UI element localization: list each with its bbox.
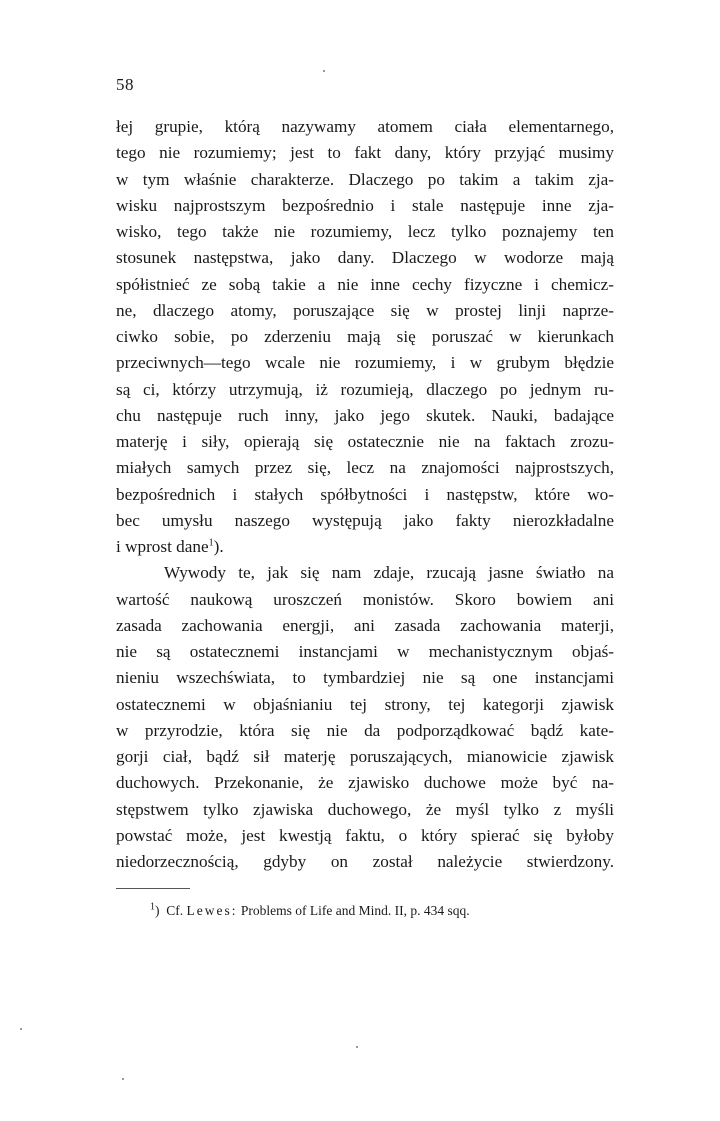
text-line: wisko, tego także nie rozumiemy, lecz tylko poznajemy ten [116, 222, 614, 241]
text-fragment: ). [213, 537, 224, 556]
text-line: chu następuje ruch inny, jako jego skutek. Nauki, badające [116, 405, 614, 425]
text-line: bec umysłu naszego występują jako fakty nierozkładalne [116, 510, 614, 530]
scan-speck [356, 1046, 358, 1048]
text-line: wisku najprostszym bezpośrednio i stale następuje inne zja- [116, 195, 614, 215]
text-line: w tym właśnie charakterze. Dlaczego po takim a takim zja- [116, 169, 614, 189]
footnote-text: Problems of Life and Mind. II, p. 434 sqq. [240, 903, 470, 918]
text-line: spółistnieć ze sobą takie a nie inne cechy fizyczne i chemicz- [116, 274, 614, 294]
text-line: wartość naukową uroszczeń monistów. Skoro bowiem ani [116, 589, 614, 609]
text-line-last [116, 534, 614, 560]
text-line: przeciwnych—tego wcale nie rozumiemy, i w grubym błędzie [116, 353, 614, 373]
text-line: łej grupie, którą nazywamy atomem ciała elementarnego, [116, 117, 614, 136]
footnote-reference[interactable]: 1 [208, 537, 214, 549]
text-line: Wywody te, jak się nam zdaje, rzucają jasne światło na [164, 563, 614, 583]
text-line: bezpośrednich i stałych spółbytności i następstw, które wo- [116, 484, 614, 504]
text-fragment: i wprost dane [116, 537, 209, 556]
text-line: zasada zachowania energji, ani zasada zachowania materji, [116, 615, 614, 635]
text-line: ostatecznemi w objaśnianiu tej strony, tej kategorji zjawisk [116, 694, 614, 714]
text-line: duchowych. Przekonanie, że zjawisko duchowe może być na- [116, 773, 614, 793]
body-text [116, 114, 614, 875]
text-line: ne, dlaczego atomy, poruszające się w prostej linji naprze- [116, 300, 614, 320]
text-line: w przyrodzie, która się nie da podporządkować bądź kate- [116, 720, 614, 740]
text-line: ciwko sobie, po zderzeniu mają się poruszać w kierunkach [116, 327, 614, 346]
footnote-author: Lewes: [186, 903, 238, 918]
text-line: miałych samych przez się, lecz na znajomości najprostszych, [116, 458, 614, 478]
text-line: tego nie rozumiemy; jest to fakt dany, który przyjąć musimy [116, 143, 614, 163]
text-line: niedorzecznością, gdyby on został należycie stwierdzony. [116, 852, 614, 871]
text-line: stępstwem tylko zjawiska duchowego, że myśl tylko z myśli [116, 799, 614, 819]
text-line: są ci, którzy utrzymują, iż rozumieją, dlaczego po jednym ru- [116, 379, 614, 399]
text-line: gorji ciał, bądź sił materję poruszających, mianowicie zjawisk [116, 747, 614, 766]
footnote-marker-close: ) [155, 903, 160, 918]
scan-speck [323, 70, 325, 72]
scan-speck [20, 1028, 22, 1030]
text-line: powstać może, jest kwestją faktu, o który spierać się byłoby [116, 825, 614, 845]
page-number: 58 [116, 75, 134, 94]
text-line: stosunek następstwa, jako dany. Dlaczego w wodorze mają [116, 248, 614, 268]
footnote-marker: 1 [150, 901, 155, 913]
text-line: nieniu wszechświata, to tymbardziej nie są one instancjami [116, 668, 614, 688]
scan-speck [122, 1078, 124, 1080]
footnote-separator [116, 888, 190, 889]
footnote-prefix: Cf. [166, 903, 184, 918]
text-line: nie są ostatecznemi instancjami w mechanistycznym objaś- [116, 642, 614, 661]
text-line: materję i siły, opierają się ostatecznie nie na faktach zrozu- [116, 432, 614, 451]
footnote [150, 903, 470, 919]
